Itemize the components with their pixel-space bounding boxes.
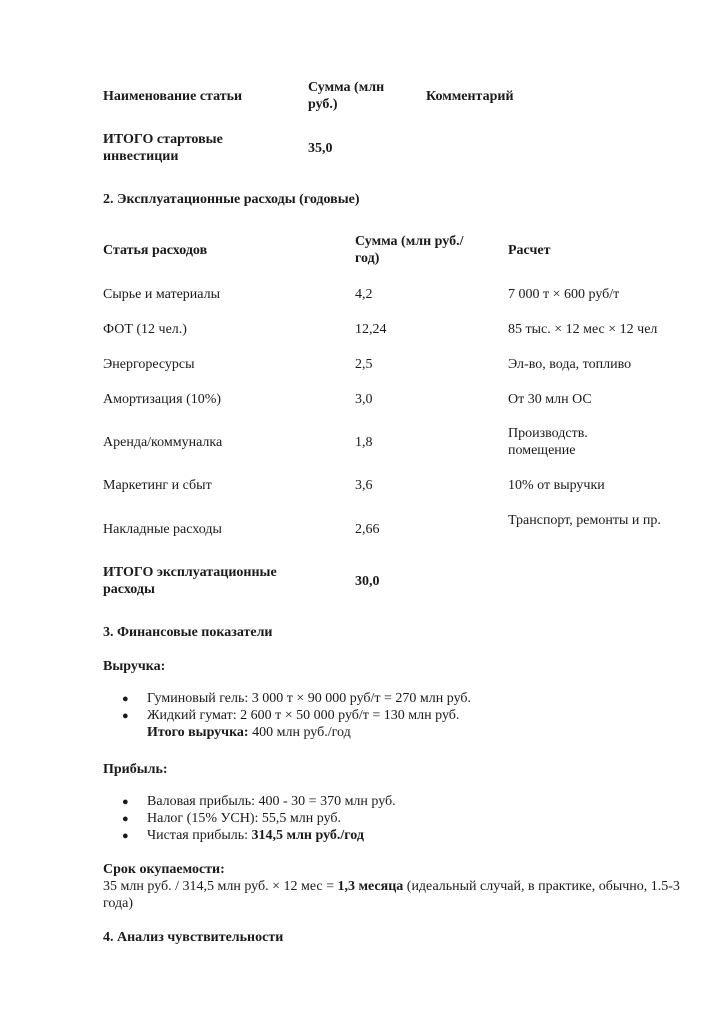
net-profit-value: 314,5 млн руб./год [251, 828, 364, 843]
revenue-item: Жидкий гумат: 2 600 т × 50 000 руб/т = 130 млн руб. [147, 708, 460, 723]
bullet-icon: ● [122, 693, 129, 705]
table2-header-calc: Расчет [508, 243, 551, 258]
table2-row-item: Сырье и материалы [103, 287, 221, 302]
table2-header-item: Статья расходов [103, 243, 208, 258]
revenue-total-value: 400 млн руб./год [248, 725, 351, 740]
table2-row-item: Маркетинг и сбыт [103, 478, 212, 493]
table2-row-sum: 12,24 [355, 322, 387, 337]
table2-row-sum: 3,0 [355, 392, 373, 407]
table2-row-item: ФОТ (12 чел.) [103, 322, 187, 337]
table1-header-item: Наименование статьи [103, 89, 243, 104]
section4-heading: 4. Анализ чувствительности [103, 930, 284, 945]
table2-row-calc: Транспорт, ремонты и пр. [508, 513, 661, 528]
revenue-total-label: Итого выручка: [147, 725, 249, 740]
table1-total-value: 35,0 [308, 141, 333, 156]
table1-header-comment: Комментарий [426, 89, 514, 104]
table2-row-calc: 7 000 т × 600 руб/т [508, 287, 620, 302]
table2-row-item: Накладные расходы [103, 522, 222, 537]
table2-row-calc: От 30 млн ОС [508, 392, 592, 407]
table1-header-sum: Сумма (млн руб.) [308, 80, 385, 112]
table1-total-label: ИТОГО стартовые инвестиции [103, 132, 223, 164]
table2-row-sum: 2,5 [355, 357, 373, 372]
payback-label: Срок окупаемости: [103, 862, 225, 877]
table2-total-value: 30,0 [355, 574, 380, 589]
table2-row-calc: 10% от выручки [508, 478, 605, 493]
table2-row-calc: Эл-во, вода, топливо [508, 357, 632, 372]
bullet-icon: ● [122, 813, 129, 825]
bullet-icon: ● [122, 830, 129, 842]
bullet-icon: ● [122, 796, 129, 808]
payback-text [103, 878, 693, 912]
bullet-icon: ● [122, 710, 129, 722]
table2-row-sum: 4,2 [355, 287, 373, 302]
table2-row-calc: Производств. помещение [508, 426, 588, 458]
section2-heading: 2. Эксплуатационные расходы (годовые) [103, 192, 360, 207]
revenue-total [147, 724, 351, 741]
table2-row-item: Амортизация (10%) [103, 392, 222, 407]
revenue-label: Выручка: [103, 659, 166, 674]
table2-row-sum: 1,8 [355, 435, 373, 450]
table2-row-sum: 2,66 [355, 522, 380, 537]
section3-heading: 3. Финансовые показатели [103, 625, 273, 640]
table2-row-item: Энергоресурсы [103, 357, 195, 372]
table2-total-label: ИТОГО эксплуатационные расходы [103, 565, 277, 597]
payback-note: (идеальный случай, в практике, обычно, 1.5-3 года) [103, 879, 680, 911]
net-profit-label: Чистая прибыль: [147, 828, 252, 843]
table2-row-calc: 85 тыс. × 12 мес × 12 чел [508, 322, 658, 337]
profit-item: Валовая прибыль: 400 - 30 = 370 млн руб. [147, 794, 396, 809]
profit-item: Налог (15% УСН): 55,5 млн руб. [147, 811, 342, 826]
profit-label: Прибыль: [103, 762, 168, 777]
payback-formula: 35 млн руб. / 314,5 млн руб. × 12 мес = [103, 879, 338, 894]
payback-result: 1,3 месяца [337, 879, 404, 894]
table2-row-item: Аренда/коммуналка [103, 435, 223, 450]
table2-row-sum: 3,6 [355, 478, 373, 493]
revenue-item: Гуминовый гель: 3 000 т × 90 000 руб/т = 270 млн руб. [147, 691, 472, 706]
table2-header-sum: Сумма (млн руб./год) [355, 234, 464, 266]
net-profit [147, 827, 364, 844]
